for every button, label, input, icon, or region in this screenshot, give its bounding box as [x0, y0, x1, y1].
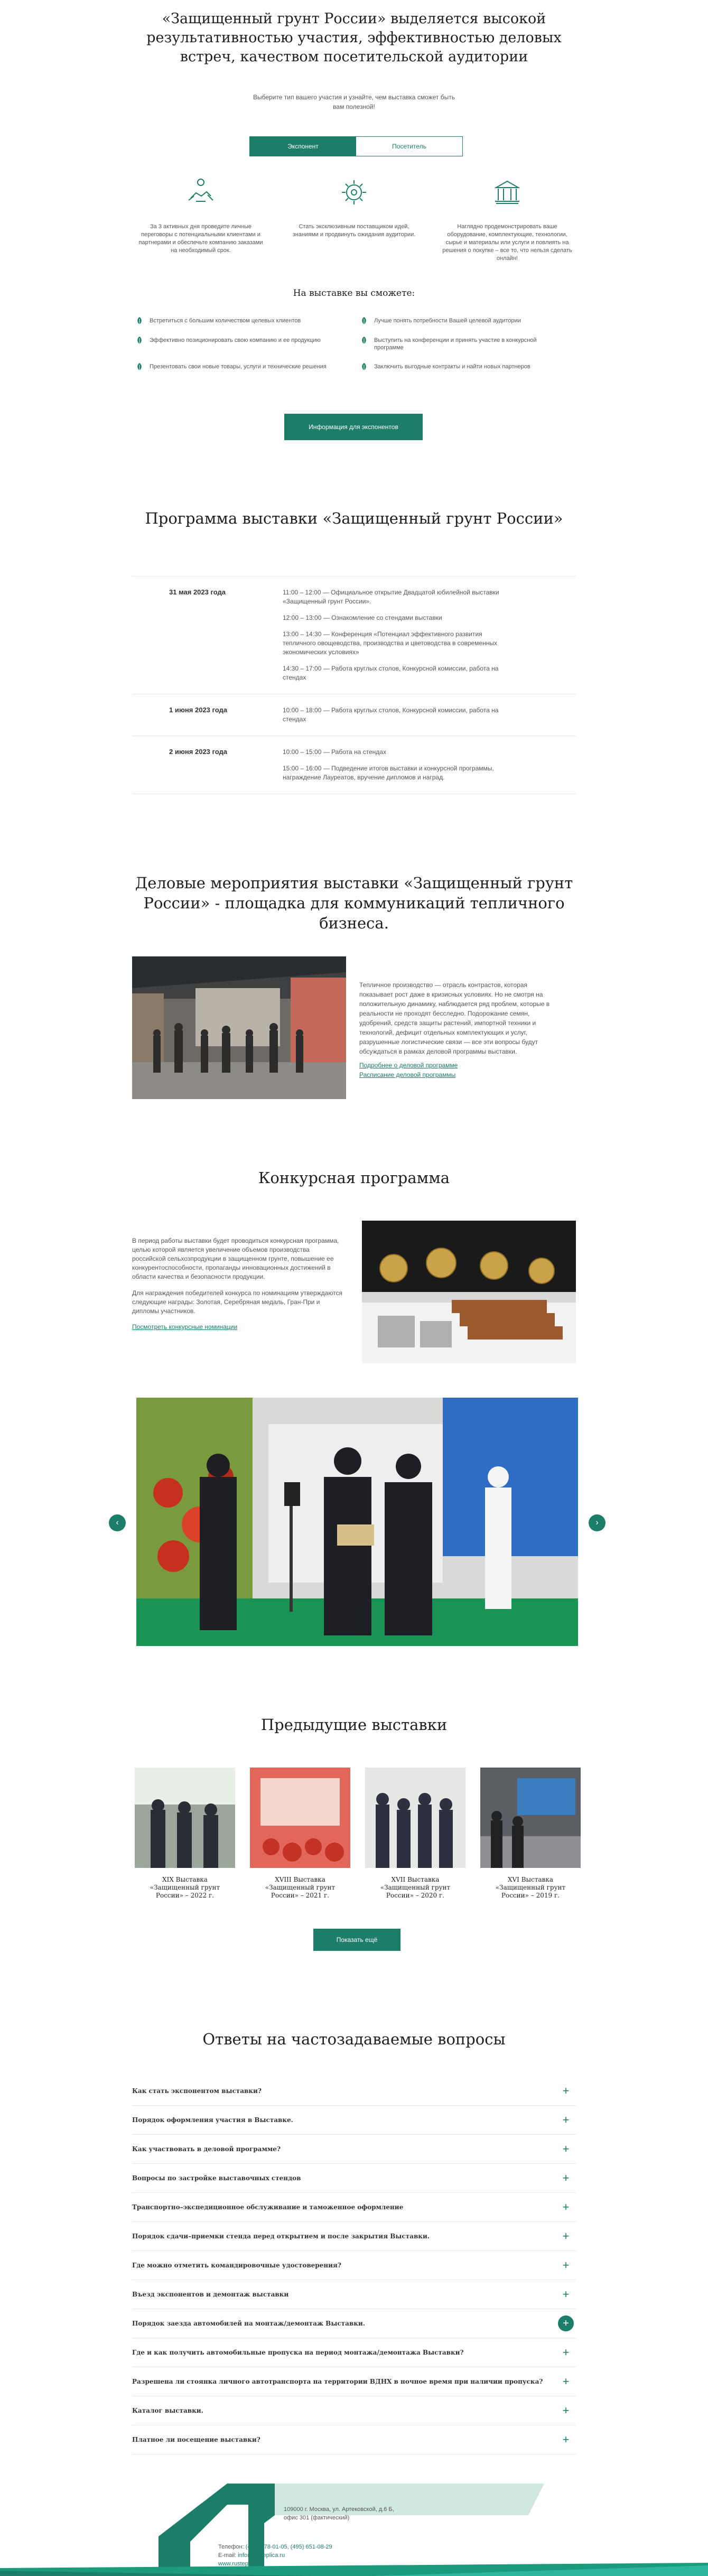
hero-subtitle: Выберите тип вашего участия и узнайте, чем выставка сможет быть вам полезной!	[253, 94, 455, 110]
feature-item	[135, 177, 267, 255]
feature-text: Наглядно продемонстрировать ваше оборудование, комплектующие, технологии, сырье и материалы или услуги и повлиять на решения о покупке – все то, что нельзя сделать онлайн!	[442, 224, 572, 262]
plus-icon[interactable]: +	[562, 2433, 570, 2446]
footer-decoration	[0, 2484, 708, 2576]
plus-icon[interactable]: +	[562, 2346, 570, 2359]
address-line: офис 301 (фактический)	[284, 2515, 350, 2521]
program-date: 31 мая 2023 года	[169, 588, 226, 596]
plus-icon[interactable]: +	[562, 2084, 570, 2097]
handshake-icon	[185, 177, 216, 208]
business-event-photo	[132, 956, 346, 1099]
toggle-visitor[interactable]: Посетитель	[392, 143, 426, 150]
faq-question: Порядок сдачи–приемки стенда перед открытием и после закрытия Выставки.	[132, 2233, 430, 2240]
plus-icon[interactable]: +	[562, 2113, 570, 2126]
site-link[interactable]: www.rusteplica.ru	[218, 2561, 264, 2567]
slider-prev-button[interactable]: ‹	[109, 1514, 126, 1531]
faq-item[interactable]	[132, 2106, 576, 2135]
contest-nominations-link[interactable]: Посмотреть конкурсные номинации	[132, 1323, 238, 1331]
faq-question: Как стать экспонентом выставки?	[132, 2087, 262, 2095]
business-title: Деловые мероприятия выставки «Защищенный грунт России» - площадка для коммуникаций тепличного бизнеса.	[135, 874, 573, 932]
faq-item[interactable]	[132, 2280, 576, 2309]
benefit-text: Заключить выгодные контракты и найти новых партнеров	[374, 364, 530, 370]
benefit-item	[135, 337, 336, 345]
hero-title: «Защищенный грунт России» выделяется высокой результативностью участия, эффективностью деловых встреч, качеством посетительской аудитории	[146, 11, 562, 65]
contest-text-block	[132, 1236, 343, 1332]
program-day	[132, 736, 576, 794]
program-entry: 14:30 – 17:00 — Работа круглых столов, Конкурсной комиссии, работа на стендах	[283, 665, 499, 681]
benefit-item	[359, 363, 560, 371]
faq-item[interactable]	[132, 2135, 576, 2164]
faq-question: Где и как получить автомобильные пропуска на период монтажа/демонтажа Выставки?	[132, 2349, 464, 2356]
business-schedule-link[interactable]: Расписание деловой программы	[359, 1071, 456, 1078]
plus-icon[interactable]: +	[562, 2287, 570, 2301]
exhibition-caption: XVI Выставка «Защищенный грунт России» – 2019 г.	[495, 1876, 566, 1899]
contest-awards: Для награждения победителей конкурса по номинациям утверждаются следующие награды: Золотая, Серебряная медаль, Гран-При и дипломы участников.	[132, 1289, 342, 1315]
feature-item	[288, 177, 420, 239]
contest-description: В период работы выставки будет проводиться конкурсная программа, целью которой является увеличение объемов производства российской сельхозпродукции в защищенном грунте, повышение ее конкурентоспособности, пропаганды инновационных достижений в области качества и безопасности продукции.	[132, 1237, 339, 1280]
participant-type-toggle	[249, 136, 463, 156]
faq-item[interactable]	[132, 2193, 576, 2222]
faq-title: Ответы на частозадаваемые вопросы	[202, 2030, 506, 2048]
plus-icon[interactable]: +	[562, 2200, 570, 2214]
previous-exhibition-card[interactable]	[480, 1768, 581, 1900]
footer	[0, 2484, 708, 2576]
benefit-text: Презентовать свои новые товары, услуги и технические решения	[150, 364, 327, 370]
program-entry: 10:00 – 18:00 — Работа круглых столов, Конкурсной комиссии, работа на стендах	[283, 706, 499, 723]
faq-question: Вопросы по застройке выставочных стендов	[132, 2174, 301, 2182]
leaf-icon	[359, 362, 369, 371]
exhibition-thumbnail	[480, 1768, 581, 1868]
program-table	[132, 576, 576, 794]
program-day	[132, 576, 576, 694]
program-entry: 15:00 – 16:00 — Подведение итогов выставки и конкурсной программы, награждение Лауреатов, вручение дипломов и наград.	[283, 765, 494, 781]
plus-icon[interactable]: +	[558, 2315, 574, 2331]
faq-question: Как участвовать в деловой программе?	[132, 2145, 281, 2153]
address-line: 109000 г. Москва, ул. Артековской, д.6 Б,	[284, 2506, 394, 2513]
benefit-item	[359, 337, 560, 351]
business-program-link[interactable]: Подробнее о деловой программе	[359, 1062, 458, 1069]
previous-exhibition-card[interactable]	[135, 1768, 235, 1900]
leaf-icon	[359, 316, 369, 326]
program-entry: 13:00 – 14:30 — Конференция «Потенциал эффективного развития тепличного овощеводства, производства и цветоводства в современных экономических условиях»	[283, 630, 497, 656]
plus-icon[interactable]: +	[562, 2404, 570, 2417]
exhibition-thumbnail	[250, 1768, 350, 1868]
benefit-item	[135, 317, 336, 326]
program-date: 1 июня 2023 года	[169, 706, 228, 714]
exhibition-caption: XIX Выставка «Защищенный грунт России» – 2022 г.	[150, 1876, 220, 1899]
faq-question: Где можно отметить командировочные удостоверения?	[132, 2262, 341, 2269]
leaf-icon	[135, 336, 144, 345]
benefit-text: Эффективно позиционировать свою компанию и ее продукцию	[150, 337, 321, 343]
faq-question: Каталог выставки.	[132, 2407, 203, 2414]
leaf-icon	[359, 336, 369, 345]
faq-question: Транспортно–экспедиционное обслуживание и таможенное оформление	[132, 2203, 404, 2211]
benefit-text: Лучше понять потребности Вашей целевой аудитории	[374, 318, 521, 324]
faq-item[interactable]	[132, 2396, 576, 2425]
faq-question: Разрешена ли стоянка личного автотранспорта на территории ВДНХ в ночное время при наличии пропуска?	[132, 2378, 543, 2385]
faq-item[interactable]	[132, 2425, 576, 2454]
business-text-block	[359, 980, 555, 1080]
exhibition-thumbnail	[365, 1768, 465, 1868]
leaf-icon	[135, 362, 144, 371]
leaf-icon	[135, 316, 144, 326]
benefits-title: На выставке вы сможете:	[293, 288, 415, 299]
previous-title: Предыдущие выставки	[260, 1716, 448, 1734]
faq-item[interactable]	[132, 2222, 576, 2251]
benefit-text: Выступить на конференции и принять участие в конкурсной программе	[374, 337, 537, 351]
faq-item[interactable]	[132, 2309, 576, 2338]
plus-icon[interactable]: +	[562, 2142, 570, 2155]
faq-question: Порядок заезда автомобилей на монтаж/демонтаж Выставки.	[132, 2320, 365, 2327]
program-title: Программа выставки «Защищенный грунт России»	[145, 509, 563, 527]
faq-item[interactable]	[132, 2338, 576, 2367]
faq-item[interactable]	[132, 2077, 576, 2106]
show-more-button[interactable]: Показать ещё	[313, 1929, 400, 1951]
faq-item[interactable]	[132, 2367, 576, 2396]
benefit-text: Встретиться с большим количеством целевых клиентов	[150, 318, 301, 324]
footer-contacts	[218, 2543, 332, 2568]
contest-title: Конкурсная программа	[258, 1169, 450, 1187]
benefit-item	[359, 317, 560, 326]
feature-text: За 3 активных дня проведите личные переговоры с потенциальными клиентами и партнерами и обеспечьте компанию заказами на необходимый срок.	[138, 224, 263, 254]
previous-exhibition-card[interactable]	[365, 1768, 465, 1900]
faq-item[interactable]	[132, 2164, 576, 2193]
plus-icon[interactable]: +	[562, 2229, 570, 2243]
exhibition-caption: XVIII Выставка «Защищенный грунт России» – 2021 г.	[265, 1876, 336, 1899]
phone-link[interactable]: (499) 178-01-05, (495) 651-08-29	[245, 2544, 332, 2550]
program-day	[132, 694, 576, 736]
gear-idea-icon	[339, 177, 369, 208]
benefit-item	[135, 363, 336, 371]
exhibition-thumbnail	[135, 1768, 235, 1868]
exhibitor-info-button[interactable]: Информация для экспонентов	[284, 414, 423, 440]
footer-address	[284, 2505, 394, 2522]
faq-question: Въезд экспонентов и демонтаж выставки	[132, 2291, 289, 2298]
faq-question: Платное ли посещение выставки?	[132, 2436, 260, 2443]
program-entry: 12:00 – 13:00 — Ознакомление со стендами выставки	[283, 614, 442, 621]
participation-section	[0, 0, 708, 476]
plus-icon[interactable]: +	[562, 2258, 570, 2272]
faq-list	[132, 2077, 576, 2454]
toggle-exhibitor[interactable]: Экспонент	[250, 137, 356, 156]
previous-exhibition-card[interactable]	[250, 1768, 350, 1900]
plus-icon[interactable]: +	[562, 2375, 570, 2388]
faq-item[interactable]	[132, 2251, 576, 2280]
feature-text: Стать эксклюзивным поставщиком идей, знаниями и продвинуть ожидания аудитории.	[292, 224, 416, 238]
email-link[interactable]: info@rusteplica.ru	[238, 2552, 285, 2559]
business-description: Тепличное производство — отрасль контрастов, которая показывает рост даже в кризисных условиях. Но не смотря на положительную динамику, наблюдается ряд проблем, которые в реальности не проходят бесследно. Подорожание семян, удобрений, средств защиты растений, импортной техники и технологий, дефицит отдельных комплектующих и услуг, разрушенные логистические связи — все эти вопросы будут обсуждаться в рамках деловой программы выставки.	[359, 981, 550, 1055]
slider-next-button[interactable]: ›	[589, 1514, 605, 1531]
program-date: 2 июня 2023 года	[169, 748, 228, 756]
phone-label: Телефон:	[218, 2544, 244, 2550]
exhibition-caption: XVII Выставка «Защищенный грунт России» – 2020 г.	[380, 1876, 451, 1899]
contest-awards-photo	[362, 1221, 576, 1363]
gallery-slide-photo	[136, 1398, 578, 1646]
building-icon	[492, 177, 523, 208]
program-entry: 11:00 – 12:00 — Официальное открытие Двадцатой юбилейной выставки «Защищенный грунт России».	[283, 589, 499, 605]
faq-question: Порядок оформления участия в Выставке.	[132, 2116, 293, 2124]
email-label: E-mail:	[218, 2552, 237, 2559]
program-entry: 10:00 – 15:00 — Работа на стендах	[283, 748, 386, 756]
plus-icon[interactable]: +	[562, 2171, 570, 2184]
feature-item	[441, 177, 573, 263]
